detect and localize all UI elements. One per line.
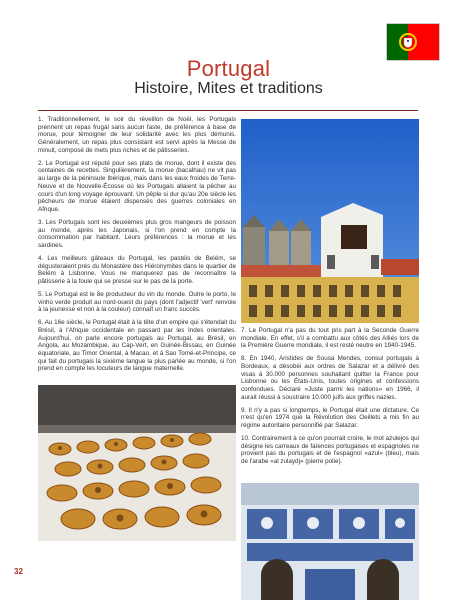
fact-6: 6. Au 16e siècle, le Portugal était à la tête d'un empire qui s'étendait du Brésil, à l'Afrique occidentale en passant par les Indes orientales. Aujourd'hui, on parle encore portugais au Portugal, au Brésil, en Angola, au Mozambique, au Cap-Vert, en Guinée-Bissau, en Guinée équatoriale, au Timor Oriental, à Macao, et à Sao Tomé-et-Principe, ce qui fait du portugais la sixième langue la plus parlée au monde, si l'on prend en compte les locuteurs de langue maternelle.: [38, 319, 236, 373]
fact-2: 2. Le Portugal est réputé pour ses plats de morue, dont il existe des centaines de recettes. Singulièrement, la morue (bacalhau) ne vit pas au large de la péninsule Ibérique, mais dans les eaux froides de Terre-Neuve et de Nouvelle-Écosse où les Portugais allaient la pêcher au cours d'un long voyage éprouvant. Un pêple si dur qu'au 20e siècle les pêcheurs de morue étaient dispensés des guerres coloniales en Afrique.: [38, 159, 236, 213]
portugal-flag: [387, 24, 439, 60]
fact-3: 3. Les Portugais sont les deuxièmes plus gros mangeurs de poisson au monde, après les Japonais, si l'on prend en compte la consommation par habitant. Leurs préférences : la morue et les sardines.: [38, 218, 236, 249]
porto-cityscape-photo: [241, 119, 419, 323]
pasteis-de-nata-photo: [38, 385, 236, 541]
page-title: Portugal: [186, 56, 271, 81]
title-divider: [38, 110, 418, 111]
page-number: 32: [14, 567, 23, 576]
fact-7: 7. Le Portugal n'a pas du tout pris part à la Seconde Guerre mondiale. En effet, s'il a combattu aux côtés des Alliés lors de la Première Guerre mondiale, il est resté neutre en 1940-1945.: [241, 327, 419, 350]
right-text-column: [241, 327, 419, 471]
fact-8: 8. En 1940, Aristides de Sousa Mendes, consul portugais à Bordeaux, a désobéi aux ordres de Salazar et a délivré des visas à 30.000 personnes souhaitant quitter la France pour Lisbonne ou les États-Unis, toutes origines et confessions confondues. Déclaré «Juste parmi les nations» en 1966, il aurait réussi à soustraire 10.000 juifs aux griffes nazies.: [241, 355, 419, 401]
fact-4: 4. Les meilleurs gâteaux du Portugal, les pastéis de Belém, se dégusteraient près du Monastère des Hiéronymites dans le quartier de Belém à Lisbonne. Vous ne manquerez pas de reconnaître la pâtisserie à la foule qui se presse sur le pas de la porte.: [38, 254, 236, 285]
fact-10: 10. Contrairement à ce qu'on pourrait croire, le mot azulejos qui désigne les carreaux de faïences portugaises et espagnoles ne provient pas du portugais et de l'espagnol «azul» (bleu), mais de l'arabe «al zulaydj» (pierre polie).: [241, 435, 419, 466]
fact-1: 1. Traditionnellement, le soir du réveillon de Noël, les Portugais prennent un repas frugal sans aucun faste, de préférence à base de morue, pour témoigner de leur solidarité avec les plus démunis. Généralement, un repas plus consistant est servi après la Messe de minuit, composé de mets plus riches et de pâtisseries.: [38, 116, 236, 154]
fact-5: 5. Le Portugal est le 8e producteur du vin du monde. Outre le porto, le vinho verde produit au nord-ouest du pays (dont l'adjectif 'vert' renvoie à la jeunesse et non à la couleur) connaît un franc succès.: [38, 290, 236, 314]
azulejos-tiles-photo: [241, 483, 419, 600]
page-subtitle: Histoire, Mites et traditions: [134, 80, 323, 97]
fact-9: 9. Il n'y a pas si longtemps, le Portugal était une dictature. Ce n'est qu'en 1974 que la Révolution des Oeillets a mis fin au régime autoritaire personnifié par Salazar.: [241, 406, 419, 430]
left-text-column: [38, 116, 236, 378]
